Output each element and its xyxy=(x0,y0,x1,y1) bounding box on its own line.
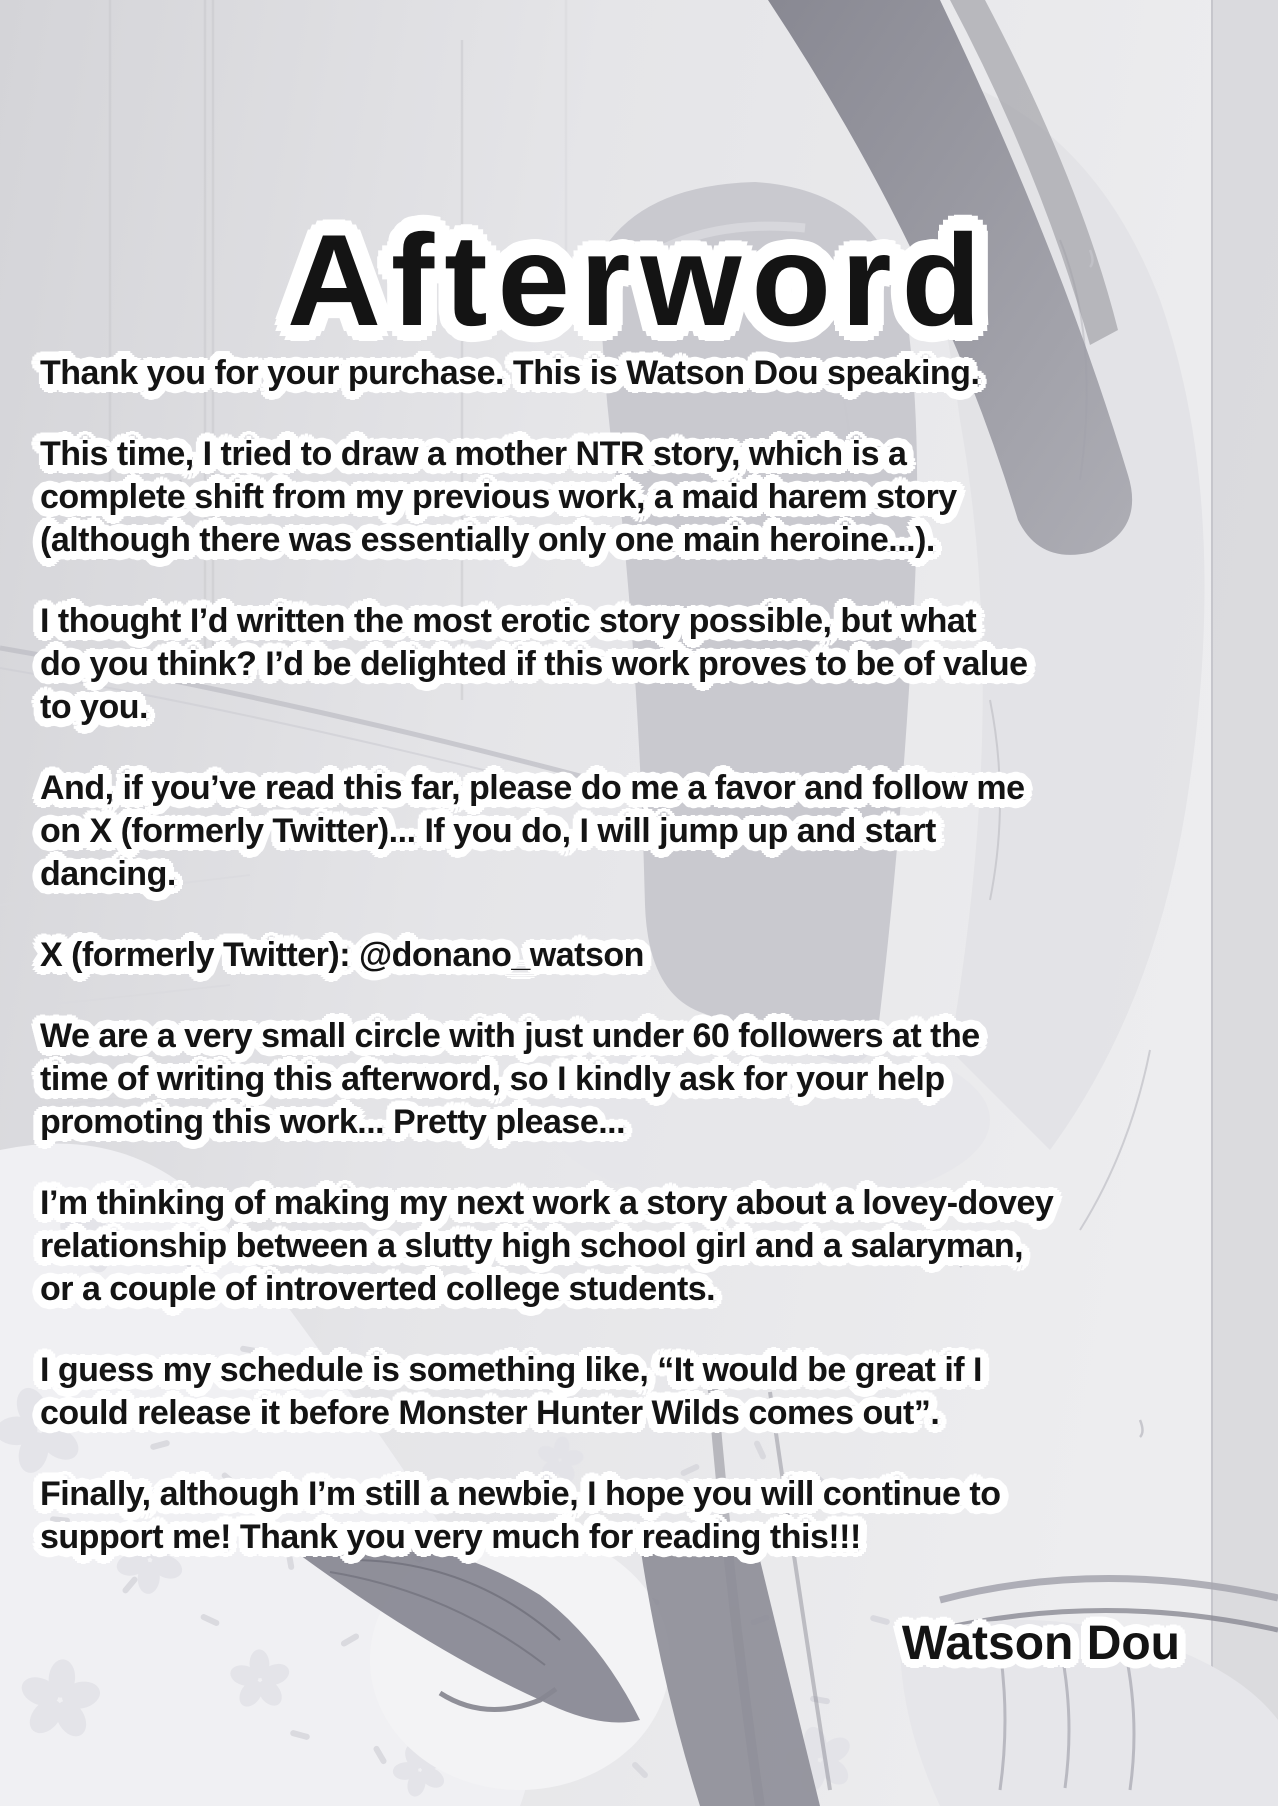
paragraph-schedule xyxy=(40,1349,1244,1435)
paragraph-finally xyxy=(40,1473,1244,1559)
page-title: Afterword xyxy=(287,207,991,354)
text-line: We are a very small circle with just under 60 followers at the xyxy=(40,1017,980,1055)
text-line: And, if you’ve read this far, please do me a favor and follow me xyxy=(40,769,1025,807)
x-handle-line: X (formerly Twitter): @donano_watson xyxy=(40,936,644,974)
paragraph-erotic-story xyxy=(40,600,1244,729)
text-line: (although there was essentially only one main heroine...). xyxy=(40,521,935,559)
text-line: I thought I’d written the most erotic story possible, but what xyxy=(40,602,977,640)
paragraph-follow-me xyxy=(40,767,1244,896)
text-line: promoting this work... Pretty please... xyxy=(40,1103,626,1141)
text-line: I’m thinking of making my next work a story about a lovey-dovey xyxy=(40,1184,1054,1222)
text-line: This time, I tried to draw a mother NTR story, which is a xyxy=(40,435,907,473)
paragraph-this-work xyxy=(40,433,1244,562)
text-line: Finally, although I’m still a newbie, I hope you will continue to xyxy=(40,1475,1001,1513)
text-line: I guess my schedule is something like, “It would be great if I xyxy=(40,1351,983,1389)
text-line: or a couple of introverted college students. xyxy=(40,1270,716,1308)
paragraph-next-work xyxy=(40,1182,1244,1311)
paragraph-x-handle xyxy=(40,934,1244,977)
text-line: to you. xyxy=(40,688,148,726)
author-signature: Watson Dou xyxy=(901,1617,1180,1670)
text-line: time of writing this afterword, so I kindly ask for your help xyxy=(40,1060,945,1098)
text-line: relationship between a slutty high school girl and a salaryman, xyxy=(40,1227,1024,1265)
text-line: complete shift from my previous work, a maid harem story xyxy=(40,478,957,516)
paragraph-thanks xyxy=(40,352,1244,395)
text-line: on X (formerly Twitter)... If you do, I will jump up and start xyxy=(40,812,936,850)
text-line: support me! Thank you very much for reading this!!! xyxy=(40,1518,861,1556)
text-line: Thank you for your purchase. This is Watson Dou speaking. xyxy=(40,354,980,392)
afterword-body xyxy=(40,352,1244,1597)
text-line: do you think? I’d be delighted if this work proves to be of value xyxy=(40,645,1028,683)
paragraph-small-circle xyxy=(40,1015,1244,1144)
text-line: dancing. xyxy=(40,855,176,893)
text-line: could release it before Monster Hunter Wilds comes out”. xyxy=(40,1394,940,1432)
